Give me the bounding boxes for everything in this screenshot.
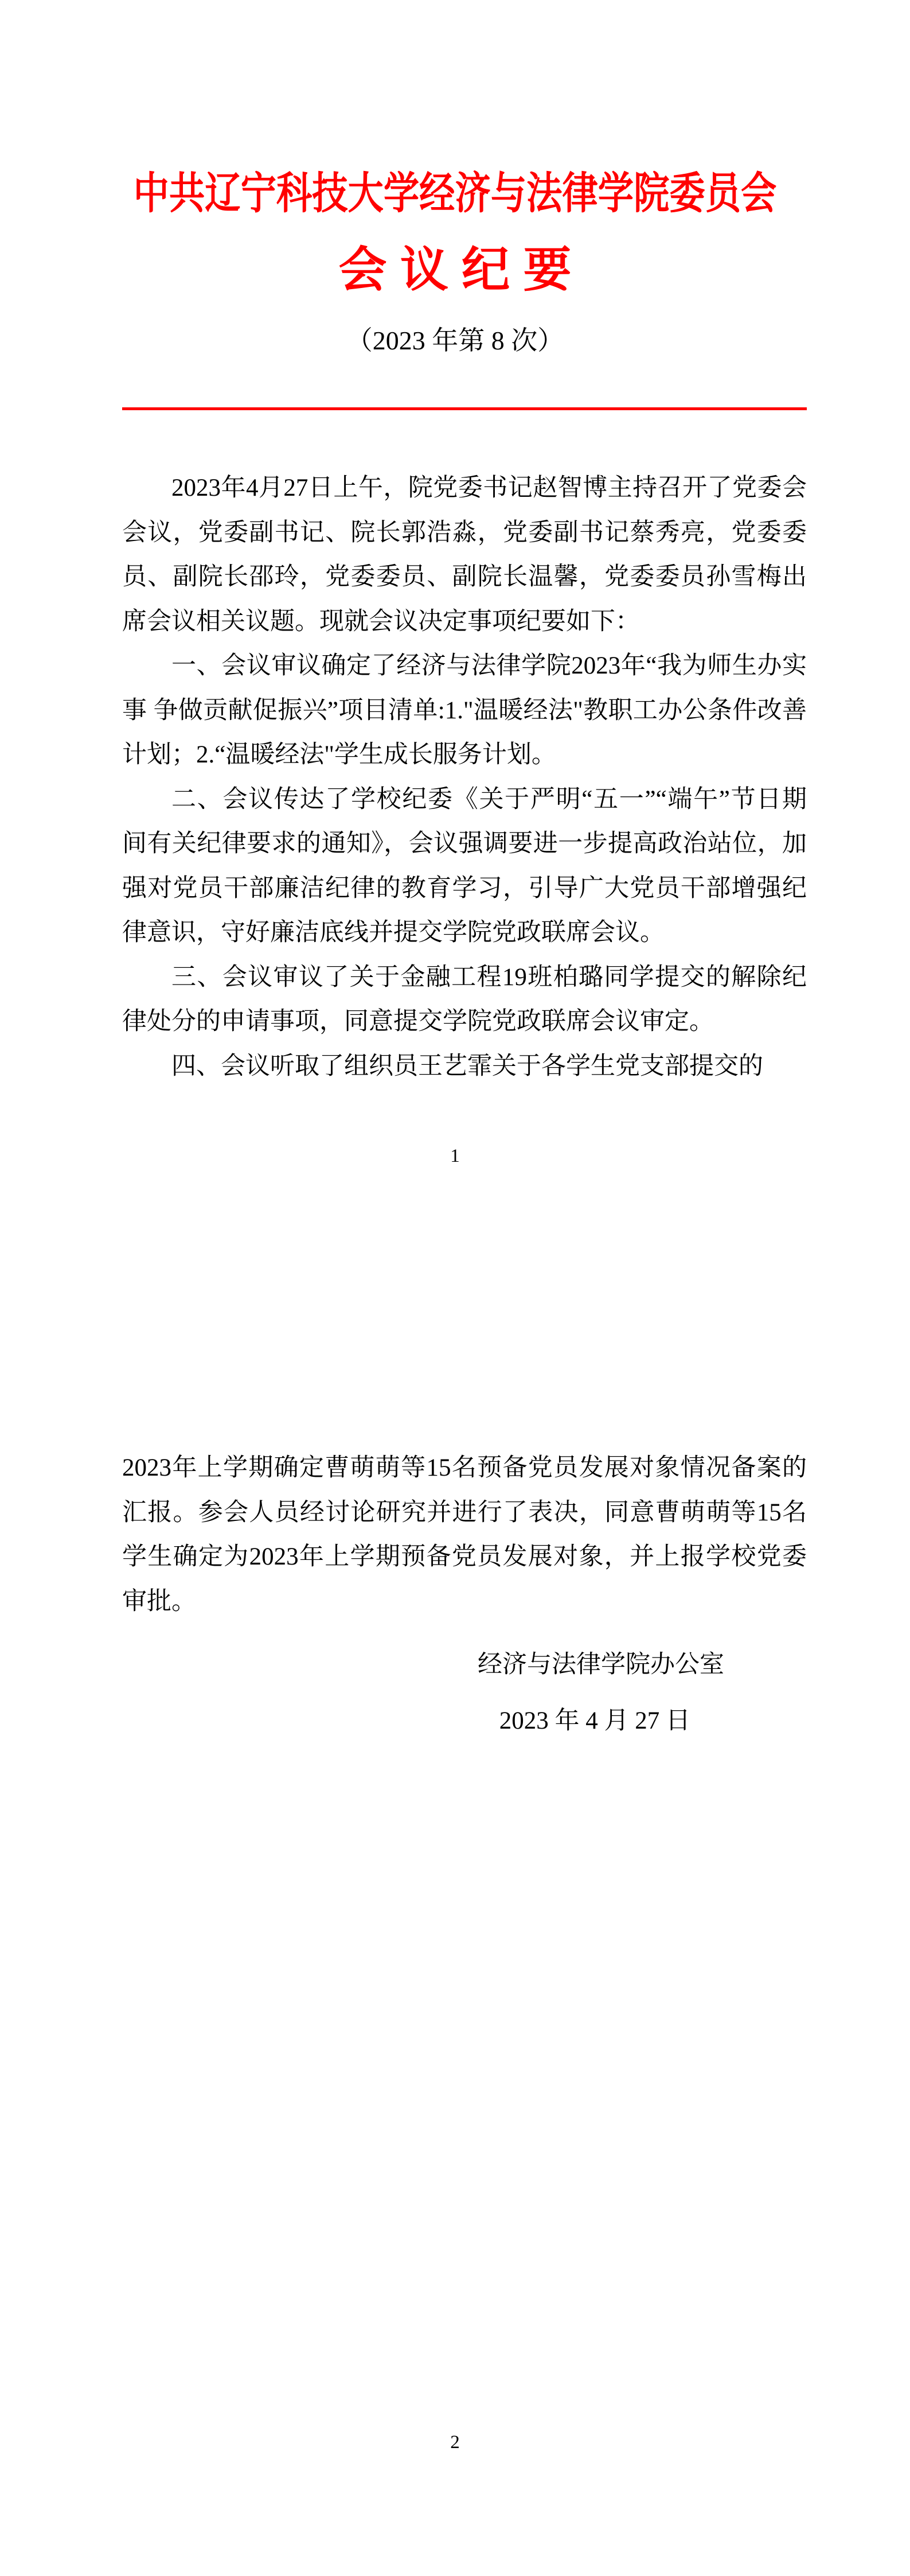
page-number-1: 1 [450,1146,460,1166]
page-number-2: 2 [450,2432,460,2453]
meeting-intro-paragraph: 2023年4月27日上午，院党委书记赵智博主持召开了党委会会议，党委副书记、院长郭浩淼，党委副书记蔡秀亮，党委委员、副院长邵玲，党委委员、副院长温馨，党委委员孙雪梅出席会议相关议题。现就会议决定事项纪要如下： [122,474,807,635]
page2-body [122,1446,807,1624]
meeting-item-1: 一、会议审议确定了经济与法律学院2023年“我为师生办实事 争做贡献促振兴”项目清单:1."温暖经法"教职工办公条件改善计划；2.“温暖经法"学生成长服务计划。 [122,652,807,768]
issue-number: （2023 年第 8 次） [346,326,564,355]
signature-office: 经济与法律学院办公室 [478,1651,724,1678]
meeting-item-4: 四、会议听取了组织员王艺霏关于各学生党支部提交的 [171,1052,763,1080]
continuation-paragraph: 2023年上学期确定曹萌萌等15名预备党员发展对象情况备案的汇报。参会人员经讨论研究并进行了表决，同意曹萌萌等15名学生确定为2023年上学期预备党员发展对象，并上报学校党委审批。 [122,1454,807,1615]
meeting-item-3: 三、会议审议了关于金融工程19班柏璐同学提交的解除纪律处分的申请事项，同意提交学院党政联席会议审定。 [122,963,807,1035]
red-divider-rule [122,407,807,410]
doc-title: 会 议 纪 要 [338,243,572,297]
org-title: 中共辽宁科技大学经济与法律学院委员会 [133,169,777,218]
signature-date: 2023 年 4 月 27 日 [499,1707,690,1734]
page1-body [122,466,807,1088]
meeting-item-2: 二、会议传达了学校纪委《关于严明“五一”“端午”节日期间有关纪律要求的通知》，会议强调要进一步提高政治站位，加强对党员干部廉洁纪律的教育学习，引导广大党员干部增强纪律意识，守好廉洁底线并提交学院党政联席会议。 [122,785,807,946]
